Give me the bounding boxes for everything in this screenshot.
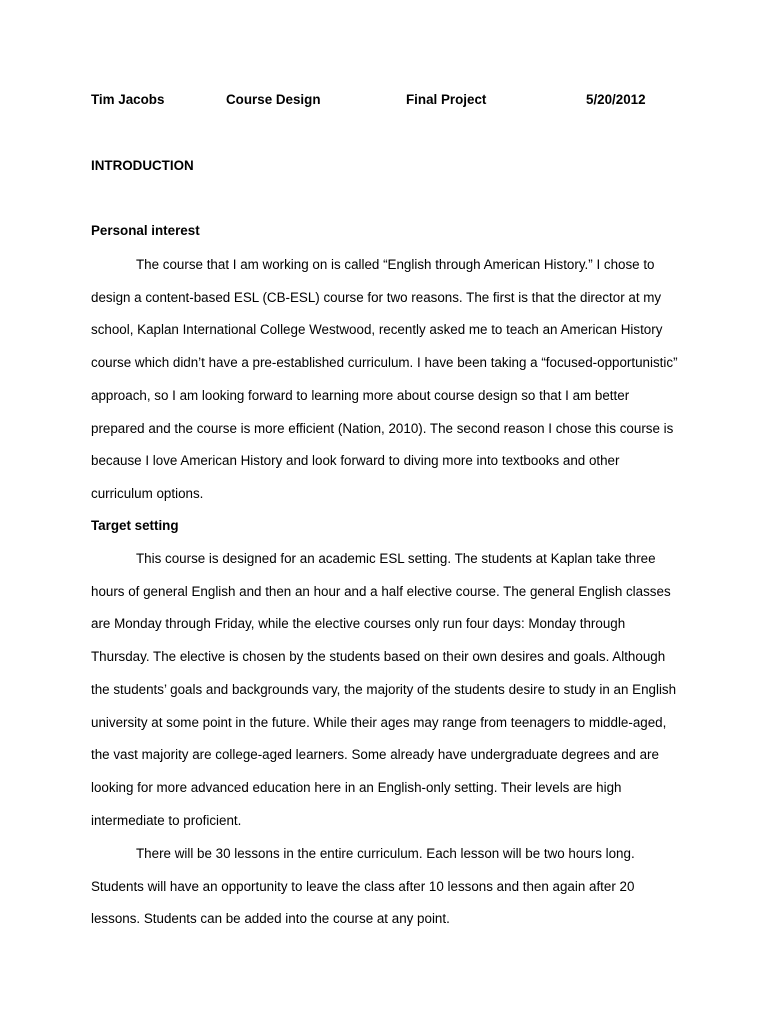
section-title: INTRODUCTION (91, 158, 194, 173)
paragraph-target-setting: This course is designed for an academic ESL setting. The students at Kaplan take three hours of general English and then an hour and a half elective course. The general English classes are Monday through Friday, while the elective courses only run four days: Monday through Thursday. The elective is chosen by the students based on their own desires and goals. Although the students’ goals and backgrounds vary, the majority of the students desire to study in an English university at some point in the future. While their ages may range from teenagers to middle-aged, the vast majority are college-aged learners. Some already have undergraduate degrees and are looking for more advanced education here in an English-only setting. Their levels are high intermediate to proficient. (91, 551, 677, 828)
header-course: Course Design (226, 92, 321, 107)
subheading-personal-interest: Personal interest (91, 223, 200, 238)
paragraph-personal-interest: The course that I am working on is called “English through American History.” I chose to design a content-based ESL (CB-ESL) course for two reasons. The first is that the director at my school, Kaplan International College Westwood, recently asked me to teach an American History course which didn’t have a pre-established curriculum. I have been taking a “focused-opportunistic” approach, so I am looking forward to learning more about course design so that I am better prepared and the course is more efficient (Nation, 2010). The second reason I chose this course is because I love American History and look forward to diving more into textbooks and other curriculum options. (91, 257, 678, 501)
header-project: Final Project (406, 92, 487, 107)
document-header (0, 92, 768, 110)
paragraph-lessons: There will be 30 lessons in the entire curriculum. Each lesson will be two hours long. Students will have an opportunity to leave the class after 10 lessons and then again after 20 lessons. Students can be added into the course at any point. (91, 846, 635, 927)
header-date: 5/20/2012 (586, 92, 646, 107)
subheading-target-setting: Target setting (91, 518, 179, 533)
header-author: Tim Jacobs (91, 92, 165, 107)
